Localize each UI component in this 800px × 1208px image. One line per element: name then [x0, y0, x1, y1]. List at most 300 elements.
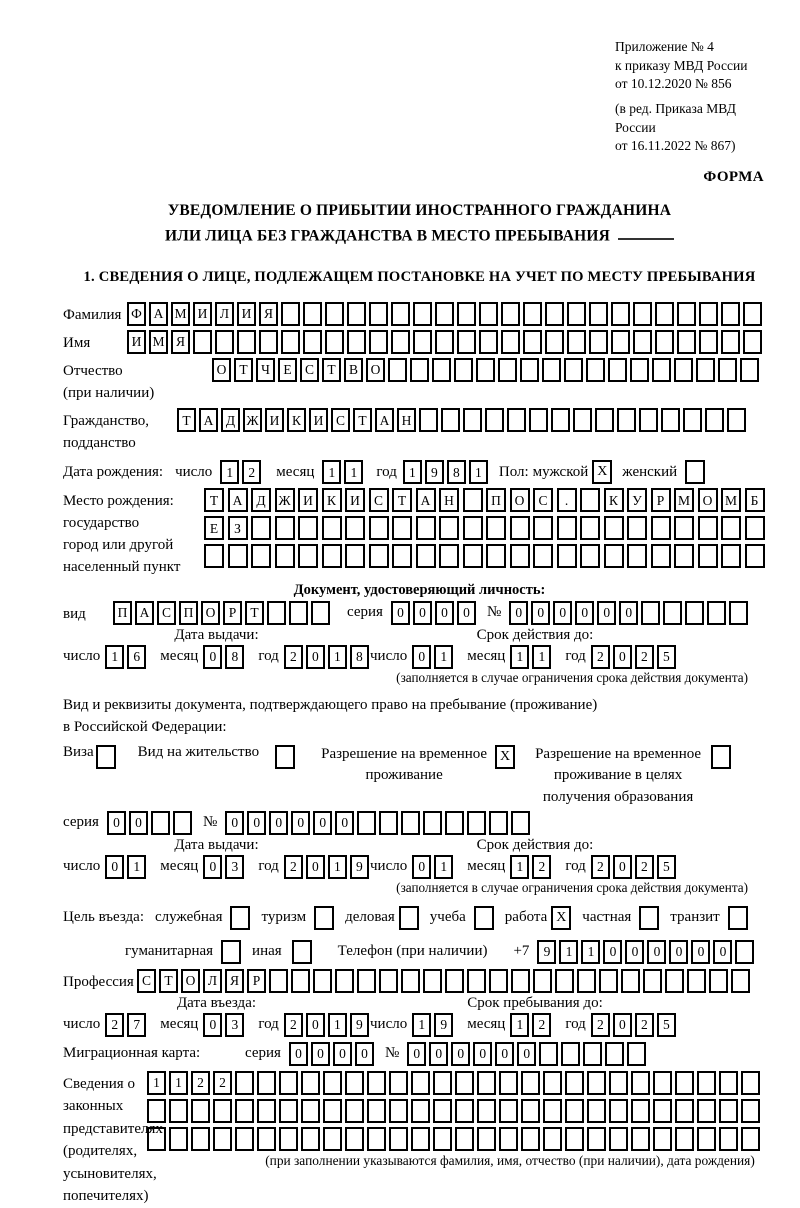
- char-cell[interactable]: 1: [127, 855, 146, 879]
- char-cell[interactable]: К: [604, 488, 624, 512]
- surname-cells[interactable]: [127, 302, 765, 326]
- char-cell[interactable]: Б: [745, 488, 765, 512]
- char-cell[interactable]: [457, 330, 476, 354]
- char-cell[interactable]: Т: [177, 408, 196, 432]
- char-cell[interactable]: [533, 544, 553, 568]
- char-cell[interactable]: [621, 969, 640, 993]
- char-cell[interactable]: [631, 1127, 650, 1151]
- char-cell[interactable]: [595, 408, 614, 432]
- char-cell[interactable]: [391, 330, 410, 354]
- char-cell[interactable]: 0: [473, 1042, 492, 1066]
- char-cell[interactable]: 0: [355, 1042, 374, 1066]
- char-cell[interactable]: [653, 1127, 672, 1151]
- char-cell[interactable]: [523, 330, 542, 354]
- char-cell[interactable]: Р: [223, 601, 242, 625]
- char-cell[interactable]: 0: [269, 811, 288, 835]
- char-cell[interactable]: [643, 969, 662, 993]
- char-cell[interactable]: [499, 1127, 518, 1151]
- char-cell[interactable]: Ч: [256, 358, 275, 382]
- char-cell[interactable]: [439, 516, 459, 540]
- char-cell[interactable]: [605, 1042, 624, 1066]
- char-cell[interactable]: [345, 516, 365, 540]
- char-cell[interactable]: [589, 302, 608, 326]
- char-cell[interactable]: [729, 601, 748, 625]
- char-cell[interactable]: [611, 330, 630, 354]
- char-cell[interactable]: И: [298, 488, 318, 512]
- char-cell[interactable]: 1: [169, 1071, 188, 1095]
- char-cell[interactable]: [457, 302, 476, 326]
- char-cell[interactable]: [743, 330, 762, 354]
- char-cell[interactable]: [467, 811, 486, 835]
- char-cell[interactable]: 0: [691, 940, 710, 964]
- char-cell[interactable]: [435, 330, 454, 354]
- char-cell[interactable]: 1: [147, 1071, 166, 1095]
- char-cell[interactable]: [677, 302, 696, 326]
- char-cell[interactable]: [369, 544, 389, 568]
- char-cell[interactable]: [721, 330, 740, 354]
- char-cell[interactable]: [455, 1099, 474, 1123]
- char-cell[interactable]: О: [366, 358, 385, 382]
- char-cell[interactable]: 2: [635, 1013, 654, 1037]
- char-cell[interactable]: [727, 408, 746, 432]
- char-cell[interactable]: [313, 969, 332, 993]
- char-cell[interactable]: О: [212, 358, 231, 382]
- doc-number-cells[interactable]: [509, 601, 751, 625]
- char-cell[interactable]: [389, 1099, 408, 1123]
- char-cell[interactable]: З: [228, 516, 248, 540]
- char-cell[interactable]: [699, 330, 718, 354]
- char-cell[interactable]: [586, 358, 605, 382]
- char-cell[interactable]: Н: [439, 488, 459, 512]
- char-cell[interactable]: [463, 516, 483, 540]
- char-cell[interactable]: [477, 1127, 496, 1151]
- char-cell[interactable]: [413, 302, 432, 326]
- char-cell[interactable]: 0: [391, 601, 410, 625]
- char-cell[interactable]: И: [127, 330, 146, 354]
- char-cell[interactable]: [454, 358, 473, 382]
- char-cell[interactable]: [665, 969, 684, 993]
- char-cell[interactable]: [641, 601, 660, 625]
- residence-expiry-year-cells[interactable]: [591, 855, 679, 879]
- char-cell[interactable]: [555, 969, 574, 993]
- char-cell[interactable]: 0: [531, 601, 550, 625]
- char-cell[interactable]: [267, 601, 286, 625]
- char-cell[interactable]: [323, 1071, 342, 1095]
- purpose-other-checkbox[interactable]: [292, 940, 312, 964]
- migration-card-number-cells[interactable]: [407, 1042, 649, 1066]
- char-cell[interactable]: [477, 1099, 496, 1123]
- char-cell[interactable]: [745, 544, 765, 568]
- char-cell[interactable]: С: [300, 358, 319, 382]
- char-cell[interactable]: [279, 1099, 298, 1123]
- char-cell[interactable]: С: [369, 488, 389, 512]
- char-cell[interactable]: [281, 330, 300, 354]
- char-cell[interactable]: [251, 516, 271, 540]
- representatives-cells-row2[interactable]: [147, 1099, 763, 1123]
- char-cell[interactable]: 0: [203, 855, 222, 879]
- char-cell[interactable]: 2: [105, 1013, 124, 1037]
- char-cell[interactable]: 1: [532, 645, 551, 669]
- char-cell[interactable]: [301, 1127, 320, 1151]
- char-cell[interactable]: Я: [225, 969, 244, 993]
- char-cell[interactable]: Д: [221, 408, 240, 432]
- char-cell[interactable]: [611, 302, 630, 326]
- char-cell[interactable]: У: [627, 488, 647, 512]
- purpose-work-checkbox[interactable]: X: [551, 906, 571, 930]
- char-cell[interactable]: [719, 1099, 738, 1123]
- char-cell[interactable]: [423, 969, 442, 993]
- char-cell[interactable]: [565, 1127, 584, 1151]
- char-cell[interactable]: [476, 358, 495, 382]
- char-cell[interactable]: [698, 516, 718, 540]
- char-cell[interactable]: [169, 1099, 188, 1123]
- char-cell[interactable]: 0: [291, 811, 310, 835]
- char-cell[interactable]: Т: [322, 358, 341, 382]
- residence-expiry-day-cells[interactable]: [412, 855, 456, 879]
- char-cell[interactable]: [745, 516, 765, 540]
- char-cell[interactable]: О: [510, 488, 530, 512]
- char-cell[interactable]: [543, 1099, 562, 1123]
- char-cell[interactable]: А: [149, 302, 168, 326]
- char-cell[interactable]: 2: [591, 855, 610, 879]
- char-cell[interactable]: 0: [603, 940, 622, 964]
- char-cell[interactable]: [391, 302, 410, 326]
- char-cell[interactable]: М: [721, 488, 741, 512]
- char-cell[interactable]: 6: [127, 645, 146, 669]
- char-cell[interactable]: [467, 969, 486, 993]
- char-cell[interactable]: [609, 1099, 628, 1123]
- char-cell[interactable]: 0: [203, 1013, 222, 1037]
- char-cell[interactable]: 1: [322, 460, 341, 484]
- char-cell[interactable]: [357, 969, 376, 993]
- char-cell[interactable]: [580, 516, 600, 540]
- char-cell[interactable]: [191, 1099, 210, 1123]
- char-cell[interactable]: П: [113, 601, 132, 625]
- char-cell[interactable]: [573, 408, 592, 432]
- char-cell[interactable]: [228, 544, 248, 568]
- char-cell[interactable]: 0: [451, 1042, 470, 1066]
- char-cell[interactable]: [589, 330, 608, 354]
- char-cell[interactable]: [345, 1071, 364, 1095]
- visa-checkbox[interactable]: [96, 745, 116, 769]
- char-cell[interactable]: О: [698, 488, 718, 512]
- char-cell[interactable]: 0: [625, 940, 644, 964]
- char-cell[interactable]: 8: [350, 645, 369, 669]
- char-cell[interactable]: [520, 358, 539, 382]
- char-cell[interactable]: [521, 1127, 540, 1151]
- char-cell[interactable]: [627, 544, 647, 568]
- birth-place-cells-row3[interactable]: [204, 544, 768, 568]
- char-cell[interactable]: М: [171, 302, 190, 326]
- char-cell[interactable]: А: [416, 488, 436, 512]
- char-cell[interactable]: 1: [344, 460, 363, 484]
- char-cell[interactable]: [147, 1127, 166, 1151]
- char-cell[interactable]: 0: [613, 645, 632, 669]
- char-cell[interactable]: [235, 1099, 254, 1123]
- sex-female-checkbox[interactable]: [685, 460, 705, 484]
- residence-expiry-month-cells[interactable]: [510, 855, 554, 879]
- char-cell[interactable]: [721, 516, 741, 540]
- char-cell[interactable]: [633, 330, 652, 354]
- char-cell[interactable]: 0: [457, 601, 476, 625]
- char-cell[interactable]: [463, 488, 483, 512]
- char-cell[interactable]: [580, 488, 600, 512]
- char-cell[interactable]: [599, 969, 618, 993]
- char-cell[interactable]: [604, 516, 624, 540]
- char-cell[interactable]: [279, 1127, 298, 1151]
- char-cell[interactable]: 2: [635, 855, 654, 879]
- char-cell[interactable]: .: [557, 488, 577, 512]
- char-cell[interactable]: 1: [434, 645, 453, 669]
- char-cell[interactable]: 0: [575, 601, 594, 625]
- char-cell[interactable]: [663, 601, 682, 625]
- char-cell[interactable]: Т: [159, 969, 178, 993]
- char-cell[interactable]: 1: [559, 940, 578, 964]
- char-cell[interactable]: [369, 302, 388, 326]
- char-cell[interactable]: [401, 811, 420, 835]
- char-cell[interactable]: [653, 1071, 672, 1095]
- doc-expiry-year-cells[interactable]: [591, 645, 679, 669]
- char-cell[interactable]: 0: [306, 645, 325, 669]
- char-cell[interactable]: 0: [129, 811, 148, 835]
- char-cell[interactable]: [485, 408, 504, 432]
- char-cell[interactable]: [675, 1071, 694, 1095]
- char-cell[interactable]: П: [486, 488, 506, 512]
- char-cell[interactable]: [419, 408, 438, 432]
- char-cell[interactable]: 1: [510, 1013, 529, 1037]
- char-cell[interactable]: [445, 969, 464, 993]
- char-cell[interactable]: [501, 330, 520, 354]
- char-cell[interactable]: [151, 811, 170, 835]
- char-cell[interactable]: 5: [657, 1013, 676, 1037]
- char-cell[interactable]: 2: [284, 1013, 303, 1037]
- char-cell[interactable]: [486, 516, 506, 540]
- char-cell[interactable]: 2: [284, 645, 303, 669]
- char-cell[interactable]: А: [375, 408, 394, 432]
- char-cell[interactable]: 8: [225, 645, 244, 669]
- char-cell[interactable]: [257, 1071, 276, 1095]
- char-cell[interactable]: [521, 1071, 540, 1095]
- char-cell[interactable]: 7: [127, 1013, 146, 1037]
- char-cell[interactable]: [298, 516, 318, 540]
- char-cell[interactable]: [345, 544, 365, 568]
- char-cell[interactable]: [369, 330, 388, 354]
- char-cell[interactable]: 0: [105, 855, 124, 879]
- char-cell[interactable]: [511, 969, 530, 993]
- char-cell[interactable]: [235, 1071, 254, 1095]
- char-cell[interactable]: А: [199, 408, 218, 432]
- char-cell[interactable]: [655, 330, 674, 354]
- char-cell[interactable]: [489, 811, 508, 835]
- char-cell[interactable]: [705, 408, 724, 432]
- char-cell[interactable]: 0: [335, 811, 354, 835]
- char-cell[interactable]: 2: [635, 645, 654, 669]
- char-cell[interactable]: 0: [619, 601, 638, 625]
- char-cell[interactable]: 5: [657, 645, 676, 669]
- char-cell[interactable]: 2: [591, 645, 610, 669]
- phone-cells[interactable]: [537, 940, 757, 964]
- char-cell[interactable]: А: [135, 601, 154, 625]
- char-cell[interactable]: [257, 1127, 276, 1151]
- char-cell[interactable]: [235, 1127, 254, 1151]
- char-cell[interactable]: [567, 302, 586, 326]
- char-cell[interactable]: [564, 358, 583, 382]
- char-cell[interactable]: [213, 1099, 232, 1123]
- char-cell[interactable]: 0: [225, 811, 244, 835]
- entry-month-cells[interactable]: [203, 1013, 247, 1037]
- char-cell[interactable]: [698, 544, 718, 568]
- char-cell[interactable]: [651, 516, 671, 540]
- char-cell[interactable]: [432, 358, 451, 382]
- char-cell[interactable]: 0: [412, 645, 431, 669]
- char-cell[interactable]: [731, 969, 750, 993]
- char-cell[interactable]: [169, 1127, 188, 1151]
- char-cell[interactable]: [580, 544, 600, 568]
- char-cell[interactable]: [289, 601, 308, 625]
- representatives-cells-row1[interactable]: [147, 1071, 763, 1095]
- char-cell[interactable]: [631, 1099, 650, 1123]
- char-cell[interactable]: [213, 1127, 232, 1151]
- purpose-commercial-checkbox[interactable]: [399, 906, 419, 930]
- char-cell[interactable]: [325, 330, 344, 354]
- char-cell[interactable]: [439, 544, 459, 568]
- residence-issue-month-cells[interactable]: [203, 855, 247, 879]
- char-cell[interactable]: [433, 1071, 452, 1095]
- char-cell[interactable]: Ф: [127, 302, 146, 326]
- char-cell[interactable]: [441, 408, 460, 432]
- char-cell[interactable]: [557, 516, 577, 540]
- char-cell[interactable]: С: [137, 969, 156, 993]
- purpose-business-checkbox[interactable]: [230, 906, 250, 930]
- char-cell[interactable]: [655, 302, 674, 326]
- char-cell[interactable]: [674, 544, 694, 568]
- char-cell[interactable]: К: [287, 408, 306, 432]
- residence-permit-checkbox[interactable]: [275, 745, 295, 769]
- char-cell[interactable]: [291, 969, 310, 993]
- char-cell[interactable]: [392, 516, 412, 540]
- char-cell[interactable]: [410, 358, 429, 382]
- char-cell[interactable]: [633, 302, 652, 326]
- char-cell[interactable]: Д: [251, 488, 271, 512]
- doc-issue-year-cells[interactable]: [284, 645, 372, 669]
- char-cell[interactable]: 3: [225, 1013, 244, 1037]
- edu-residence-permit-checkbox[interactable]: [711, 745, 731, 769]
- char-cell[interactable]: [627, 516, 647, 540]
- migration-card-series-cells[interactable]: [289, 1042, 377, 1066]
- char-cell[interactable]: [719, 1127, 738, 1151]
- char-cell[interactable]: [251, 544, 271, 568]
- char-cell[interactable]: [191, 1127, 210, 1151]
- char-cell[interactable]: [521, 1099, 540, 1123]
- char-cell[interactable]: 1: [469, 460, 488, 484]
- char-cell[interactable]: [369, 516, 389, 540]
- char-cell[interactable]: [631, 1071, 650, 1095]
- char-cell[interactable]: 2: [532, 855, 551, 879]
- char-cell[interactable]: 0: [413, 601, 432, 625]
- char-cell[interactable]: 0: [613, 1013, 632, 1037]
- purpose-private-checkbox[interactable]: [639, 906, 659, 930]
- char-cell[interactable]: [303, 330, 322, 354]
- char-cell[interactable]: 9: [434, 1013, 453, 1037]
- char-cell[interactable]: 1: [510, 645, 529, 669]
- char-cell[interactable]: [653, 1099, 672, 1123]
- birth-day-cells[interactable]: [220, 460, 264, 484]
- char-cell[interactable]: [533, 969, 552, 993]
- char-cell[interactable]: 0: [107, 811, 126, 835]
- char-cell[interactable]: 8: [447, 460, 466, 484]
- char-cell[interactable]: [463, 408, 482, 432]
- char-cell[interactable]: Ж: [275, 488, 295, 512]
- char-cell[interactable]: [323, 1127, 342, 1151]
- char-cell[interactable]: И: [309, 408, 328, 432]
- char-cell[interactable]: [367, 1127, 386, 1151]
- char-cell[interactable]: 0: [311, 1042, 330, 1066]
- char-cell[interactable]: Я: [259, 302, 278, 326]
- char-cell[interactable]: [147, 1099, 166, 1123]
- char-cell[interactable]: 2: [532, 1013, 551, 1037]
- char-cell[interactable]: 0: [333, 1042, 352, 1066]
- char-cell[interactable]: 0: [289, 1042, 308, 1066]
- char-cell[interactable]: [388, 358, 407, 382]
- char-cell[interactable]: [523, 302, 542, 326]
- char-cell[interactable]: [561, 1042, 580, 1066]
- char-cell[interactable]: Л: [203, 969, 222, 993]
- stay-year-cells[interactable]: [591, 1013, 679, 1037]
- doc-series-cells[interactable]: [391, 601, 479, 625]
- stay-day-cells[interactable]: [412, 1013, 456, 1037]
- char-cell[interactable]: [565, 1071, 584, 1095]
- char-cell[interactable]: [510, 544, 530, 568]
- char-cell[interactable]: [699, 302, 718, 326]
- char-cell[interactable]: [685, 601, 704, 625]
- char-cell[interactable]: [215, 330, 234, 354]
- char-cell[interactable]: [379, 811, 398, 835]
- char-cell[interactable]: Л: [215, 302, 234, 326]
- given-name-cells[interactable]: [127, 330, 765, 354]
- purpose-transit-checkbox[interactable]: [728, 906, 748, 930]
- char-cell[interactable]: [543, 1127, 562, 1151]
- residence-issue-day-cells[interactable]: [105, 855, 149, 879]
- char-cell[interactable]: [683, 408, 702, 432]
- char-cell[interactable]: [347, 302, 366, 326]
- char-cell[interactable]: [533, 516, 553, 540]
- char-cell[interactable]: [279, 1071, 298, 1095]
- char-cell[interactable]: [275, 516, 295, 540]
- char-cell[interactable]: [322, 544, 342, 568]
- representatives-cells-row3[interactable]: [147, 1127, 763, 1151]
- char-cell[interactable]: [301, 1099, 320, 1123]
- entry-year-cells[interactable]: [284, 1013, 372, 1037]
- char-cell[interactable]: [557, 544, 577, 568]
- char-cell[interactable]: [411, 1099, 430, 1123]
- char-cell[interactable]: [697, 1071, 716, 1095]
- char-cell[interactable]: [367, 1099, 386, 1123]
- char-cell[interactable]: [335, 969, 354, 993]
- doc-issue-day-cells[interactable]: [105, 645, 149, 669]
- char-cell[interactable]: [347, 330, 366, 354]
- char-cell[interactable]: [577, 969, 596, 993]
- char-cell[interactable]: [674, 358, 693, 382]
- char-cell[interactable]: [499, 1071, 518, 1095]
- char-cell[interactable]: [357, 811, 376, 835]
- char-cell[interactable]: [740, 358, 759, 382]
- char-cell[interactable]: 0: [597, 601, 616, 625]
- char-cell[interactable]: О: [201, 601, 220, 625]
- char-cell[interactable]: 1: [403, 460, 422, 484]
- sex-male-checkbox[interactable]: X: [592, 460, 612, 484]
- char-cell[interactable]: [604, 544, 624, 568]
- char-cell[interactable]: [741, 1071, 760, 1095]
